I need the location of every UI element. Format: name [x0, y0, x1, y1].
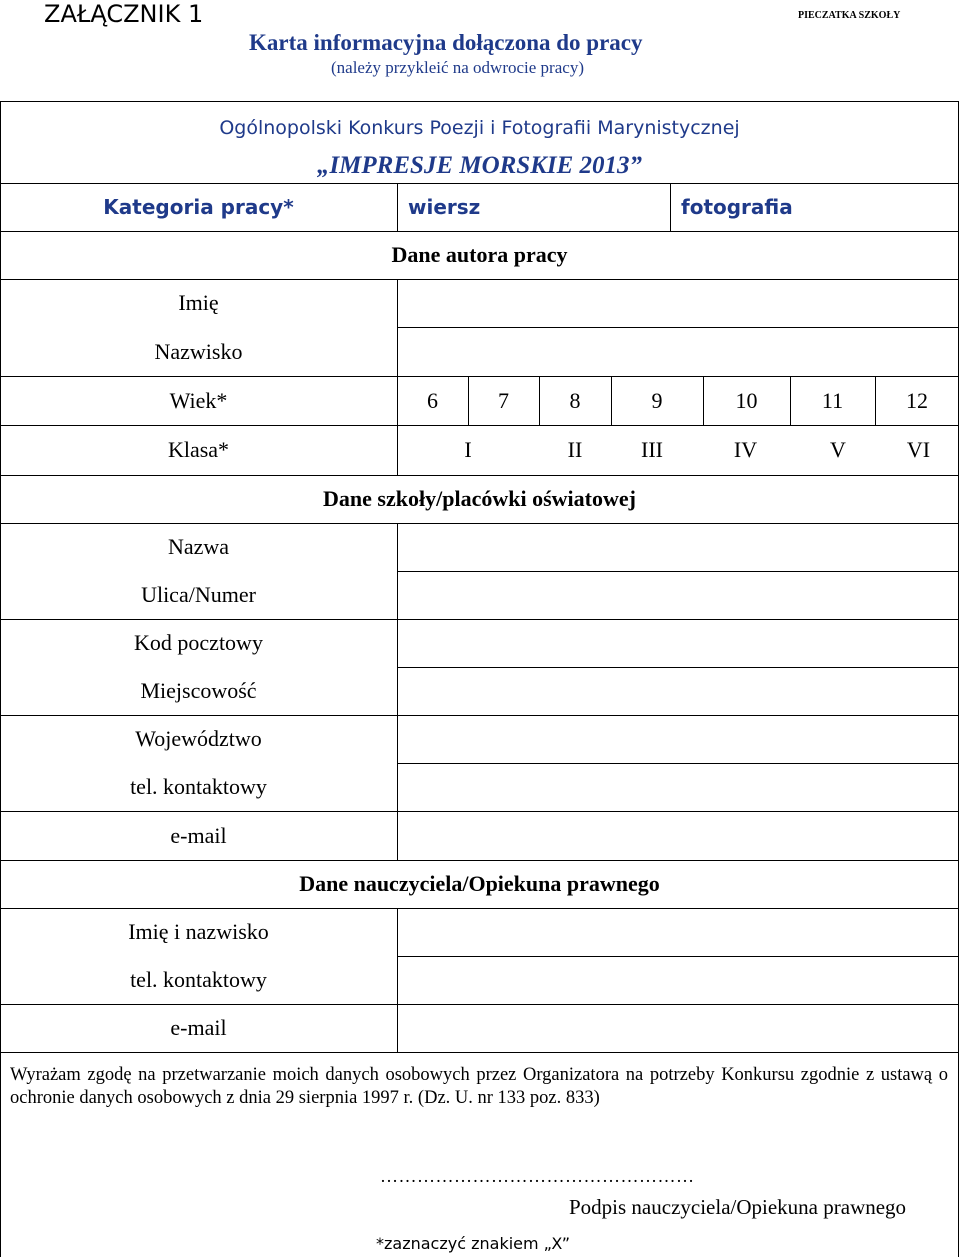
- class-option-i[interactable]: I: [464, 437, 472, 462]
- category-option-photo[interactable]: fotografia: [681, 195, 793, 219]
- signature-dots: ……………………………………………: [380, 1166, 695, 1186]
- age-option-8[interactable]: 8: [569, 387, 581, 413]
- age-option-7[interactable]: 7: [498, 387, 509, 413]
- last-name-field[interactable]: [398, 328, 958, 376]
- age-option-9[interactable]: 9: [651, 387, 663, 413]
- signature-label: Podpis nauczyciela/Opiekuna prawnego: [569, 1195, 907, 1219]
- school-street-label: Ulica/Numer: [141, 582, 256, 607]
- school-street-field[interactable]: [398, 572, 958, 619]
- category-label: Kategoria pracy*: [103, 195, 294, 219]
- class-option-v[interactable]: V: [830, 437, 846, 462]
- contest-edition: „IMPRESJE MORSKIE 2013”: [316, 152, 643, 179]
- age-option-6[interactable]: 6: [427, 387, 438, 413]
- school-voivodeship-field[interactable]: [398, 716, 958, 763]
- card-title: Karta informacyjna dołączona do pracy: [249, 30, 643, 55]
- class-label: Klasa*: [167, 437, 230, 462]
- contest-name: Ogólnopolski Konkurs Poezji i Fotografii Marynistycznej: [219, 117, 740, 139]
- age-option-11[interactable]: 11: [821, 387, 844, 413]
- school-name-field[interactable]: [398, 524, 958, 571]
- first-name-label: Imię: [178, 290, 219, 315]
- teacher-name-label: Imię i nazwisko: [128, 919, 269, 944]
- school-postal-code-field[interactable]: [398, 620, 958, 667]
- school-email-label: e-mail: [170, 822, 227, 848]
- age-option-10[interactable]: 10: [735, 387, 758, 413]
- teacher-email-label: e-mail: [170, 1015, 227, 1040]
- card-subtitle: (należy przykleić na odwrocie pracy): [331, 58, 584, 77]
- school-phone-field[interactable]: [398, 764, 958, 811]
- school-voivodeship-label: Województwo: [135, 726, 262, 751]
- class-option-iii[interactable]: III: [641, 437, 663, 462]
- class-option-iv[interactable]: IV: [733, 437, 758, 462]
- school-stamp-label: PIECZATKA SZKOŁY: [798, 10, 901, 21]
- school-email-field[interactable]: [398, 812, 958, 860]
- school-city-field[interactable]: [398, 668, 958, 715]
- school-phone-label: tel. kontaktowy: [130, 774, 267, 799]
- consent-text: Wyrażam zgodę na przetwarzanie moich danych osobowych przez Organizatora na potrzeby Konkursu zgodnie z ustawą o ochronie danych osobowych z dnia 29 sierpnia 1997 r. (Dz. U. nr 133 poz. 833): [10, 1065, 948, 1108]
- class-option-vi[interactable]: VI: [906, 437, 931, 462]
- signature-area[interactable]: [378, 1150, 948, 1190]
- category-option-poem[interactable]: wiersz: [408, 195, 481, 219]
- teacher-section-heading: Dane nauczyciela/Opiekuna prawnego: [299, 871, 660, 896]
- school-postal-code-label: Kod pocztowy: [134, 630, 263, 655]
- last-name-label: Nazwisko: [154, 338, 243, 364]
- author-section-heading: Dane autora pracy: [391, 242, 568, 267]
- class-option-ii[interactable]: II: [567, 437, 583, 462]
- teacher-phone-field[interactable]: [398, 957, 958, 1004]
- first-name-field[interactable]: [398, 280, 958, 327]
- age-option-12[interactable]: 12: [906, 387, 928, 413]
- school-city-label: Miejscowość: [140, 678, 257, 703]
- teacher-name-field[interactable]: [398, 909, 958, 956]
- attachment-label: ZAŁĄCZNIK 1: [44, 0, 204, 28]
- age-label: Wiek*: [169, 387, 228, 413]
- school-section-heading: Dane szkoły/placówki oświatowej: [323, 486, 636, 511]
- school-name-label: Nazwa: [167, 534, 230, 559]
- footnote: *zaznaczyć znakiem „X”: [376, 1234, 570, 1253]
- teacher-phone-label: tel. kontaktowy: [130, 967, 267, 992]
- teacher-email-field[interactable]: [398, 1005, 958, 1052]
